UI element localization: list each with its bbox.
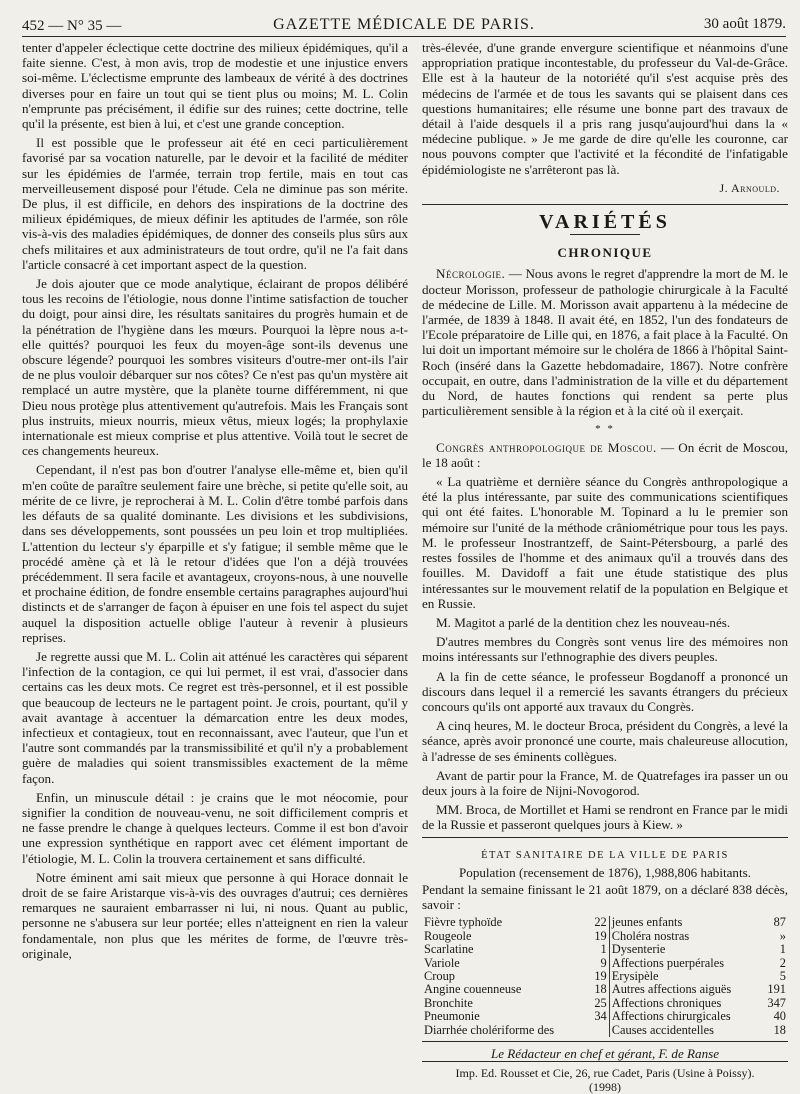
paragraph: tenter d'appeler éclectique cette doctrine des milieux épidémiques, qu'il a faite sienne. C'est, à mon avis, trop de modestie et une injustice envers soi-même. L'éclectisme emprunte des lambeaux de vérité à des doctrines diverses pour en faire un tout qui se tient plus ou moins; M. L. Colin n'emprunte pas précisément, il édifie sur des ruines; cette doctrine, telle qu'il la présente, est bien à lui, et c'est une grande conception. bbox=[22, 40, 408, 132]
table-row bbox=[422, 957, 788, 970]
cause-name: Variole bbox=[424, 955, 460, 970]
cause-name: Causes accidentelles bbox=[611, 1022, 714, 1037]
paragraph: Il est possible que le professeur ait été en ceci particulièrement favorisé par sa vocation naturelle, par le devoir et la facilité de méditer sur les épidémies de l'armée, terrain trop fertile, mais en tout cas merveilleusement disposé pour l'étude. Cela ne diminue pas son mérite. De plus, il est difficile, en dehors des inspirations de la doctrine des milieux épidémiques, de mieux définir les aptitudes de l'armée, son rôle vis-à-vis des maladies épidémiques, de donner des conseils plus sûrs aux chefs militaires et aux administrateurs de tout ordre, qu'il ne l'a fait dans l'article consacré à cet important aspect de la question. bbox=[22, 135, 408, 272]
cause-count: 191 bbox=[767, 982, 786, 997]
cause-count: 87 bbox=[773, 915, 786, 930]
title-underline bbox=[570, 234, 640, 235]
author-signature: J. Arnould. bbox=[719, 180, 780, 195]
cause-name: Diarrhée cholériforme des bbox=[424, 1022, 555, 1037]
paragraph: A la fin de cette séance, le professeur Bogdanoff a prononcé un discours dans lequel il a remercié les savants étrangers du précieux concours qu'ils ont apporté aux travaux du Congrès. bbox=[422, 668, 788, 714]
paragraph: D'autres membres du Congrès sont venus lire des mémoires non moins intéressants sur l'ethnographie des divers peuples. bbox=[422, 634, 788, 665]
necrologie-paragraph bbox=[422, 266, 788, 418]
imprint-number: (1998) bbox=[589, 1080, 621, 1094]
congres-paragraph bbox=[422, 440, 788, 470]
table-row bbox=[422, 1010, 788, 1023]
cause-name: Erysipèle bbox=[611, 968, 659, 983]
paragraph: Je dois ajouter que ce mode analytique, éclairant de propos délibéré tous les recoins de l'étiologie, nous donne l'intime satisfaction de toucher du doigt, pour ainsi dire, les résultats sanitaires du progrès humain et de la pénétration de l'hygiène dans les mœurs. Pourquoi la lèpre nous a-t-elle quittés? pourquoi les feux du moyen-âge sont-ils devenus une obscure légende? pourquoi les sombres visiteurs d'outre-mer ont-ils l'air de ne plus vouloir débarquer sur nos côtes? Ce n'est pas qu'un mystère ait remplacé un autre mystère, que la planète tourne différemment, ni que Dieu nous protège plus attentivement qu'autrefois. Mais les Français sont plus instruits, mieux nourris, mieux vêtus, mieux logés; la prophylaxie internationale est mieux comprise et plus attentive. Voilà tout le secret de ces changements heureux. bbox=[22, 276, 408, 459]
cause-count: 347 bbox=[767, 995, 786, 1010]
congres-heading: Congrès anthropologique de Moscou. bbox=[436, 439, 657, 455]
section-title: VARIÉTÉS bbox=[539, 211, 671, 234]
population-line: Population (recensement de 1876), 1,988,806 habitants. bbox=[458, 864, 751, 880]
table-row bbox=[422, 930, 788, 943]
cause-count: 1 bbox=[779, 942, 786, 957]
cause-name: Fièvre typhoïde bbox=[424, 915, 503, 930]
cause-count: 2 bbox=[779, 955, 786, 970]
table-row bbox=[422, 1024, 788, 1037]
cause-name: Scarlatine bbox=[424, 942, 474, 957]
paragraph: Avant de partir pour la France, M. de Quatrefages ira passer un ou deux jours à la foire de Nijni-Novogorod. bbox=[422, 767, 788, 798]
cause-name: jeunes enfants bbox=[611, 915, 683, 930]
paragraph: Je regrette aussi que M. L. Colin ait atténué les caractères qui séparent l'infection de la contagion, ce qui lui permet, il est vrai, d'associer dans certains cas les deux mots. Ce regret est très-personnel, et il est possible que beaucoup de lecteurs ne le partagent point. Je crois, pourtant, qu'il y avait avantage à accentuer la démarcation entre les deux modes, infectieux et contagieux, tout en reconnaissant, avec l'auteur, que l'un et l'autre sont commandés par la transmissibilité et qu'il n'y a probablement guère de maladies qui soient transmissibles exactement de la même façon. bbox=[22, 648, 408, 786]
cause-name: Autres affections aiguës bbox=[611, 982, 732, 997]
cause-name: Dysenterie bbox=[611, 942, 666, 957]
cause-name: Affections chirurgicales bbox=[611, 1009, 731, 1024]
etat-sanitaire-title: ÉTAT SANITAIRE DE LA VILLE DE PARIS bbox=[481, 849, 729, 861]
table-row bbox=[422, 983, 788, 996]
imprimerie-line: Imp. Ed. Rousset et Cie, 26, rue Cadet, Paris (Usine à Poissy). bbox=[455, 1066, 755, 1081]
paragraph: « La quatrième et dernière séance du Congrès anthropologique a été la plus intéressante, par suite des communications scientifiques qui ont été faites. L'honorable M. Topinard a lu le premier son mémoire sur l'unité de la méthode crâniométrique pour tous les pays. M. le professeur Inostrantzeff, de Saint-Pétersbourg, a parlé des restes fossiles de l'homme et des animaux qu'il a trouvés dans des fouilles. M. Davidoff a fait une étude statistique des plus intéressantes sur le mouvement relatif de la population en Belgique et en Russie. bbox=[422, 474, 788, 611]
issue-date: 30 août 1879. bbox=[703, 16, 786, 32]
cause-name: Angine couenneuse bbox=[424, 982, 522, 997]
left-column bbox=[22, 40, 408, 1060]
cause-count bbox=[583, 1024, 610, 1037]
right-column bbox=[422, 40, 788, 1094]
paragraph: A cinq heures, M. le docteur Broca, président du Congrès, a levé la séance, après avoir prononcé une courte, mais chaleureuse allocution, à l'adresse de ses éminents collègues. bbox=[422, 718, 788, 764]
section-divider bbox=[422, 837, 788, 838]
cause-count: 19 bbox=[583, 970, 610, 983]
cause-count: 5 bbox=[779, 968, 786, 983]
cause-name: Affections chroniques bbox=[611, 995, 722, 1010]
cause-count: 1 bbox=[583, 943, 610, 956]
table-row bbox=[422, 916, 788, 929]
cause-count: » bbox=[779, 928, 786, 943]
journal-title: GAZETTE MÉDICALE DE PARIS. bbox=[273, 16, 535, 33]
cause-name: Affections puerpérales bbox=[611, 955, 725, 970]
cause-name: Choléra nostras bbox=[611, 928, 690, 943]
cause-name: Pneumonie bbox=[424, 1009, 480, 1024]
mortality-table bbox=[422, 916, 788, 1037]
paragraph: M. Magitot a parlé de la dentition chez les nouveau-nés. bbox=[436, 614, 731, 630]
cause-count: 34 bbox=[583, 1010, 610, 1023]
paragraph: très-élevée, d'une grande envergure scientifique et néanmoins d'une appropriation pratique incontestable, du professeur du Val-de-Grâce. Elle est à la hauteur de la notoriété qu'il s'est acquise près des médecins de l'armée et de tous les savants qui se plaisent dans ces questions humanitaires; elle résume une bonne part des travaux de détail à l'aide desquels il a pris rang jusqu'aujourd'hui dans la « médecine publique. » Je me garde de dire qu'elle les couronne, car nous pouvons compter que l'activité et la fécondité de l'infatigable épidémiologiste ne s'arrêteront pas là. bbox=[422, 40, 788, 177]
cause-count: 18 bbox=[773, 1022, 786, 1037]
cause-count: 22 bbox=[583, 916, 610, 929]
cause-count: 18 bbox=[583, 983, 610, 996]
table-row bbox=[422, 997, 788, 1010]
cause-count: 25 bbox=[583, 997, 610, 1010]
cause-name: Rougeole bbox=[424, 928, 472, 943]
section-divider bbox=[422, 204, 788, 205]
page-number: 452 — N° 35 — bbox=[22, 18, 122, 34]
necrologie-text: — Nous avons le regret d'apprendre la mort de M. le docteur Morisson, professeur de pathologie chirurgicale à la Faculté de médecine de Lille. M. Morisson avait appartenu à la médecine de l'armée, de 1839 à 1848. Il avait été, en 1852, l'un des fondateurs de l'Ecole préparatoire de Lille qui, en 1876, a fait place à la Faculté. On lui doit un important mémoire sur le choléra de 1866 à l'hôpital Saint-Roch (inséré dans la Gazette hebdomadaire, 1867). Notre confrère occupait, en outre, dans l'administration de la ville et du département du Nord, de hautes fonctions qui rendent sa perte plus particulièrement sensible à la région et à la cité où il exerçait. bbox=[422, 266, 788, 419]
chronique-title: CHRONIQUE bbox=[557, 245, 653, 261]
paragraph: Enfin, un minuscule détail : je crains que le mot néocomie, pour signifier la condition de nouveau-venu, ne soit difficilement compris et ne fasse prendre le change à quelques lecteurs. Comme il est bon d'avoir une expression synthétique en rapport avec cet élément important de l'étiologie, M. L. Colin la trouvera certainement et sans difficulté. bbox=[22, 789, 408, 866]
deces-intro: Pendant la semaine finissant le 21 août 1879, on a déclaré 838 décès, savoir : bbox=[422, 881, 788, 913]
cause-count: 19 bbox=[583, 930, 610, 943]
page-header bbox=[22, 6, 786, 37]
paragraph: Notre éminent ami sait mieux que personne à qui Horace donnait le droit de se faire Aristarque vis-à-vis des ouvrages d'autrui; ces dernières remarques ne sauraient embarrasser ni lui, ni nous. Quant au public, personne ne s'abusera sur leur portée; elles n'atteignent en rien la valeur fondamentale, non plus que les mérites de forme, de l'œuvre très-originale, bbox=[22, 869, 408, 961]
separator-stars: * * bbox=[595, 423, 615, 436]
necrologie-heading: Nécrologie. bbox=[436, 266, 506, 282]
cause-name: Bronchite bbox=[424, 995, 473, 1010]
congres-intro: — On écrit de Moscou, le 18 août : bbox=[422, 439, 788, 470]
redacteur-line: Le Rédacteur en chef et gérant, F. de Ranse bbox=[422, 1041, 788, 1062]
paragraph: MM. Broca, de Mortillet et Hami se rendront en France par le midi de la Russie et passeront quelques jours à Kiew. » bbox=[422, 802, 788, 833]
table-row bbox=[422, 970, 788, 983]
cause-count: 9 bbox=[583, 957, 610, 970]
cause-name: Croup bbox=[424, 968, 455, 983]
paragraph: Cependant, il n'est pas bon d'outrer l'analyse elle-même et, bien qu'il m'en coûte de paraître seulement faire une brèche, si petite qu'elle soit, au mérite de ce livre, je reprocherai à M. L. Colin d'être tombé parfois dans les défauts de sa qualité dominante. Les divisions et les subdivisions, dans ses développements, sont poussées un peu loin et trop multipliées. L'attention du lecteur s'y éparpille et s'y fatigue; il semble même que le procédé amène çà et là le retour d'idées que l'on a déjà trouvées précédemment. Il sera facile et avantageux, croyons-nous, à une nouvelle et prochaine édition, de fondre ensemble certains paragraphes aujourd'hui distincts et de s'arranger de façon à épuiser en une fois tel aspect du sujet auquel la disposition actuelle oblige l'auteur à revenir à plusieurs reprises. bbox=[22, 462, 408, 645]
cause-count: 40 bbox=[773, 1009, 786, 1024]
table-row bbox=[422, 943, 788, 956]
